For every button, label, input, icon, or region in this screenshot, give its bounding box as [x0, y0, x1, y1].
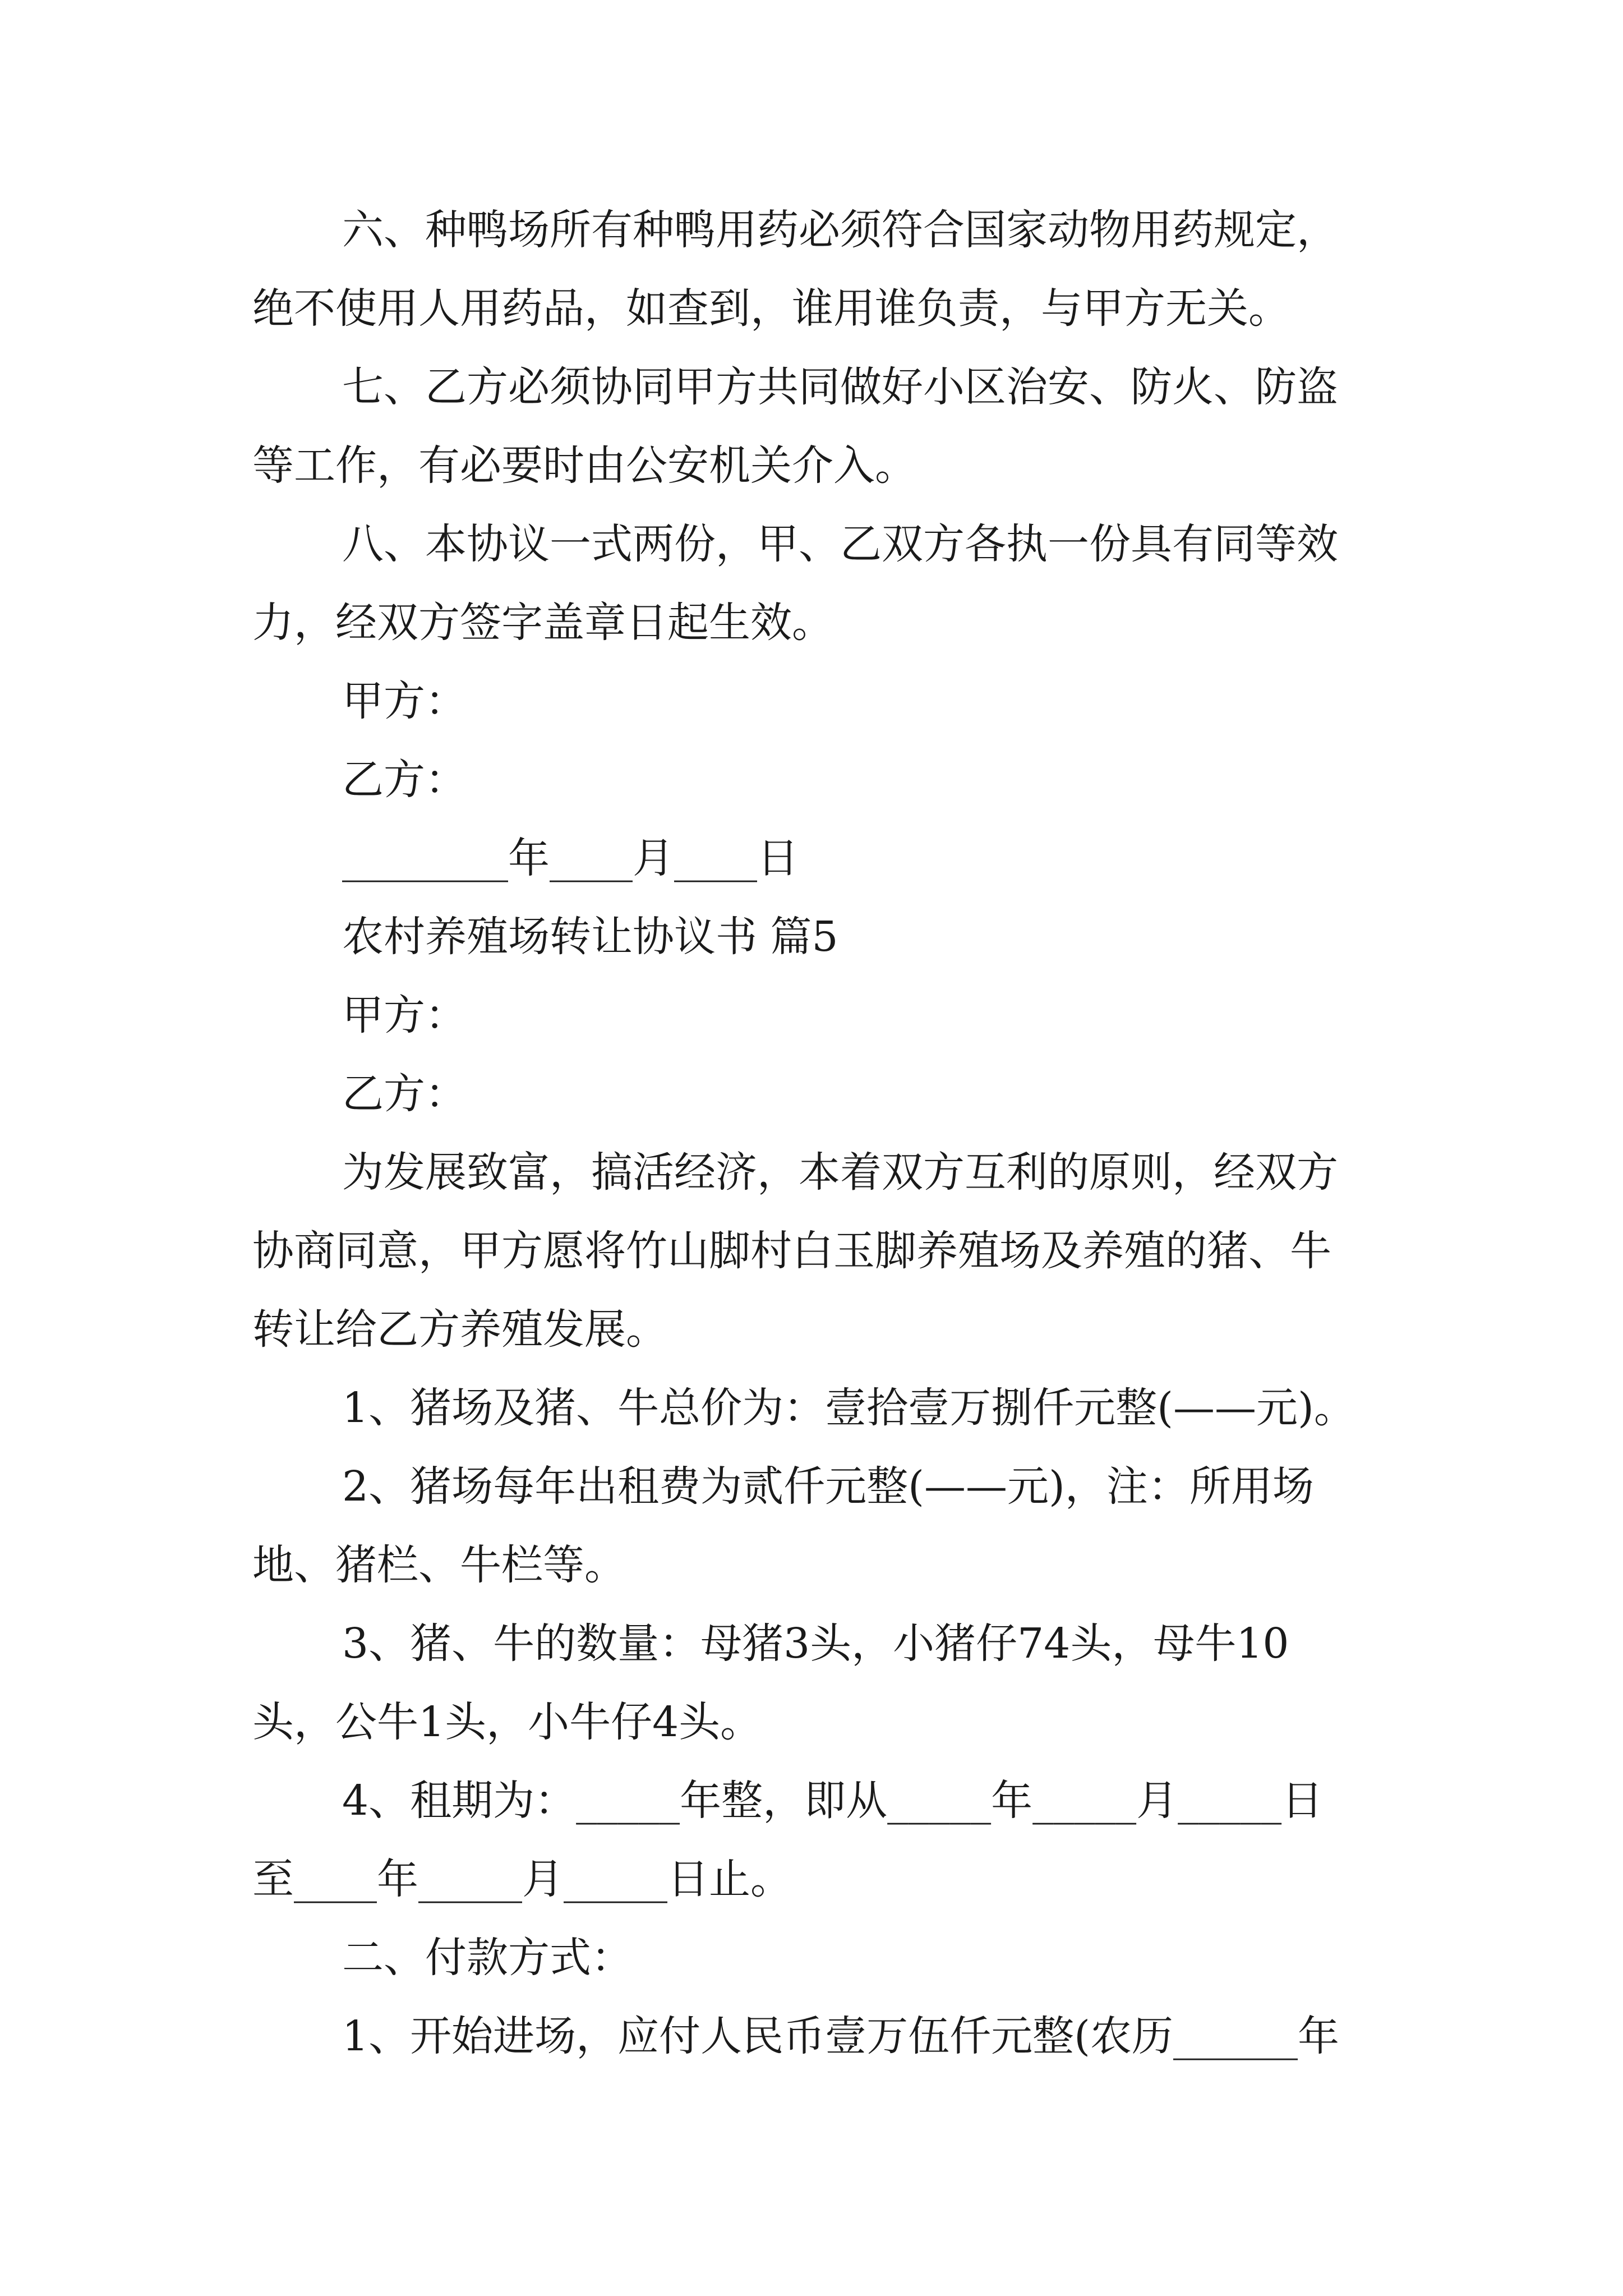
- paragraph-line: 绝不使用人用药品，如查到，谁用谁负责，与甲方无关。: [252, 284, 1290, 333]
- paragraph-line: 为发展致富，搞活经济，本着双方互利的原则，经双方: [342, 1148, 1338, 1197]
- party-b-label: 乙方：: [342, 1070, 467, 1118]
- paragraph-line: 1、猪场及猪、牛总价为：壹拾壹万捌仟元整(——元)。: [342, 1384, 1355, 1432]
- paragraph-line: 地、猪栏、牛栏等。: [252, 1541, 626, 1589]
- paragraph-line: 力，经双方签字盖章日起生效。: [252, 599, 833, 647]
- date-blank-line: ________年____月____日: [342, 834, 799, 882]
- party-a-label: 甲方：: [342, 677, 467, 725]
- paragraph-line: 八、本协议一式两份，甲、乙双方各执一份具有同等效: [342, 520, 1338, 568]
- paragraph-line: 1、开始进场，应付人民币壹万伍仟元整(农历______年: [342, 2012, 1339, 2060]
- paragraph-line: 等工作，有必要时由公安机关介入。: [252, 441, 916, 490]
- paragraph-line: 至____年_____月_____日止。: [252, 1855, 792, 1903]
- party-b-label: 乙方：: [342, 756, 467, 804]
- party-a-label: 甲方：: [342, 991, 467, 1039]
- section-heading: 二、付款方式：: [342, 1934, 633, 1982]
- section-heading: 农村养殖场转让协议书 篇5: [342, 913, 838, 961]
- paragraph-line: 六、种鸭场所有种鸭用药必须符合国家动物用药规定，: [342, 206, 1338, 254]
- paragraph-line: 转让给乙方养殖发展。: [252, 1305, 667, 1354]
- paragraph-line: 3、猪、牛的数量：母猪3头，小猪仔74头，母牛10: [342, 1619, 1289, 1668]
- paragraph-line: 头，公牛1头，小牛仔4头。: [252, 1698, 762, 1746]
- paragraph-line: 4、租期为：_____年整，即从_____年_____月_____日: [342, 1777, 1324, 1825]
- paragraph-line: 七、乙方必须协同甲方共同做好小区治安、防火、防盗: [342, 363, 1338, 411]
- paragraph-line: 协商同意，甲方愿将竹山脚村白玉脚养殖场及养殖的猪、牛: [252, 1227, 1331, 1275]
- paragraph-line: 2、猪场每年出租费为贰仟元整(——元)，注：所用场: [342, 1462, 1314, 1511]
